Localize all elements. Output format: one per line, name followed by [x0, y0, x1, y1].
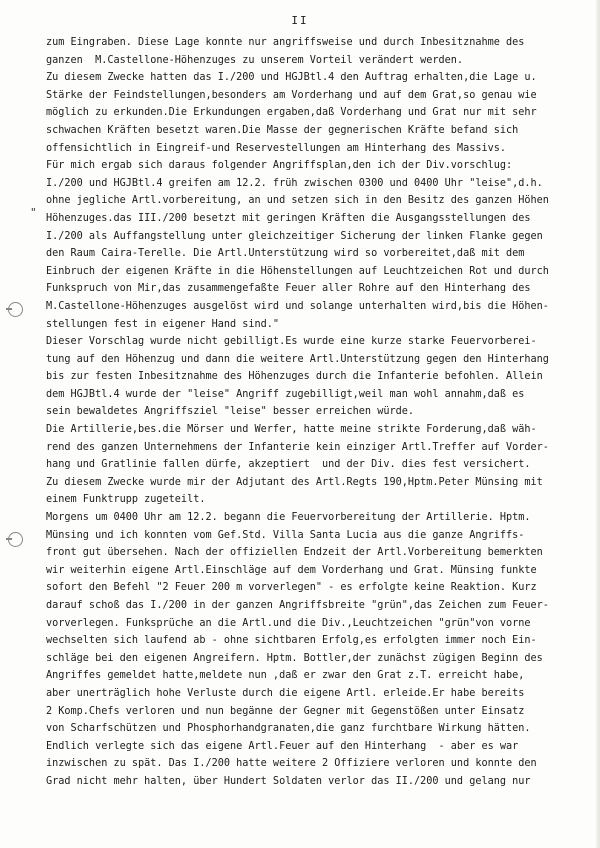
text-line: einem Funktrupp zugeteilt. [46, 494, 206, 506]
paper-edge [596, 0, 600, 848]
text-line: bis zur festen Inbesitznahme des Höhenzuges durch die Infanterie befohlen. Allein [46, 371, 543, 383]
text-line: möglich zu erkunden.Die Erkundungen ergaben,daß Vorderhang und Grat nur mit sehr [46, 107, 537, 119]
text-line: von Scharfschützen und Phosphorhandgranaten,die ganz furchtbare Wirkung hätten. [46, 723, 531, 735]
text-line: ohne jegliche Artl.vorbereitung, an und setzen sich in den Besitz des ganzen Höhen [46, 195, 549, 207]
text-line: front gut übersehen. Nach der offiziellen Endzeit der Artl.Vorbereitung bemerkten [46, 547, 543, 559]
page-number: II [291, 14, 309, 27]
text-line: darauf schoß das I./200 in der ganzen Angriffsbreite "grün",das Zeichen zum Feuer- [46, 600, 549, 611]
text-line: vorverlegen. Funksprüche an die Artl.und die Div.,Leuchtzeichen "grün"von vorne [46, 617, 531, 629]
text-line: aber unerträglich hohe Verluste durch die eigene Artl. erleide.Er habe bereits [46, 687, 525, 699]
text-line: M.Castellone-Höhenzuges ausgelöst wird und solange unterhalten wird,bis die Höhen- [46, 300, 549, 312]
text-line: 2 Komp.Chefs verloren und nun begänne der Gegner mit Gegenstößen unter Einsatz [46, 705, 525, 717]
text-line: wechselten sich laufend ab - ohne sichtbaren Erfolg,es erfolgten immer noch Ein- [46, 635, 537, 647]
margin-quote-mark: " [30, 206, 37, 219]
text-line: zum Eingraben. Diese Lage konnte nur angriffsweise und durch Inbesitznahme des [46, 37, 525, 48]
text-line: sofort den Befehl "2 Feuer 200 m vorverlegen" - es erfolgte keine Reaktion. Kurz [46, 582, 537, 594]
text-line: inzwischen zu spät. Das I./200 hatte weitere 2 Offiziere verloren und konnte den [46, 758, 537, 770]
text-line: sein bewaldetes Angriffsziel "leise" besser erreichen würde. [46, 406, 415, 418]
text-line: Grad nicht mehr halten, über Hundert Soldaten verlor das II./200 und gelang nur [46, 775, 531, 787]
text-line: I./200 und HGJBtl.4 greifen am 12.2. früh zwischen 0300 und 0400 Uhr "leise",d.h. [46, 177, 543, 189]
text-line: Morgens um 0400 Uhr am 12.2. begann die Feuervorbereitung der Artillerie. Hptm. [46, 512, 531, 524]
text-line: Stärke der Feindstellungen,besonders am Vorderhang und auf dem Grat,so genau wie [46, 89, 537, 101]
punch-hole-bottom [8, 532, 23, 547]
text-line: Zu diesem Zwecke wurde mir der Adjutant des Artl.Regts 190,Hptm.Peter Münsing mit [46, 476, 543, 488]
text-line: ganzen M.Castellone-Höhenzuges zu unserem Vorteil verändert werden. [46, 54, 464, 66]
text-line: Dieser Vorschlag wurde nicht gebilligt.Es wurde eine kurze starke Feuervorberei- [46, 336, 537, 348]
text-line: offensichtlich in Eingreif-und Reservestellungen am Hinterhang des Massivs. [46, 142, 507, 154]
text-line: Einbruch der eigenen Kräfte in die Höhenstellungen auf Leuchtzeichen Rot und durch [46, 265, 549, 277]
body-text [46, 34, 586, 791]
text-line: Endlich verlegte sich das eigene Artl.Feuer auf den Hinterhang - aber es war [46, 740, 519, 752]
text-line: tung auf den Höhenzug und dann die weitere Artl.Unterstützung gegen den Hinterhang [46, 353, 549, 365]
text-line: wir weiterhin eigene Artl.Einschläge auf dem Vorderhang und Grat. Münsing funkte [46, 564, 537, 576]
text-line: Angriffes gemeldet hatte,meldete nun ,daß er zwar den Grat z.T. erreicht habe, [46, 670, 525, 682]
text-line: rend des ganzen Unternehmens der Infanterie kein einziger Artl.Treffer auf Vorder- [46, 441, 549, 453]
text-line: den Raum Caira-Terelle. Die Artl.Unterstützung wird so vorbereitet,daß mit dem [46, 248, 525, 260]
text-line: schläge bei den eigenen Angreifern. Hptm. Bottler,der zunächst zügigen Beginn des [46, 652, 543, 664]
text-line: Funkspruch von Mir,das zusammengefaßte Feuer aller Rohre auf den Hinterhang des [46, 283, 531, 295]
text-line: Für mich ergab sich daraus folgender Angriffsplan,den ich der Div.vorschlug: [46, 160, 513, 172]
text-line: hang und Gratlinie fallen dürfe, akzeptiert und der Div. dies fest versichert. [46, 459, 531, 471]
text-line: dem HGJBtl.4 wurde der "leise" Angriff zugebilligt,weil man wohl annahm,daß es [46, 388, 525, 400]
text-line: I./200 als Auffangstellung unter gleichzeitiger Sicherung der linken Flanke gegen [46, 230, 543, 242]
text-line: Zu diesem Zwecke hatten das I./200 und HGJBtl.4 den Auftrag erhalten,die Lage u. [46, 72, 537, 84]
text-line: stellungen fest in eigener Hand sind." [46, 318, 280, 330]
text-line: Höhenzuges.das III./200 besetzt mit geringen Kräften die Ausgangsstellungen des [46, 212, 531, 224]
text-line: Münsing und ich konnten vom Gef.Std. Villa Santa Lucia aus die ganze Angriffs- [46, 529, 525, 541]
text-line: Die Artillerie,bes.die Mörser und Werfer, hatte meine strikte Forderung,daß wäh- [46, 424, 537, 436]
punch-hole-top [8, 302, 23, 317]
text-line: schwachen Kräften besetzt waren.Die Masse der gegnerischen Kräfte befand sich [46, 124, 519, 136]
